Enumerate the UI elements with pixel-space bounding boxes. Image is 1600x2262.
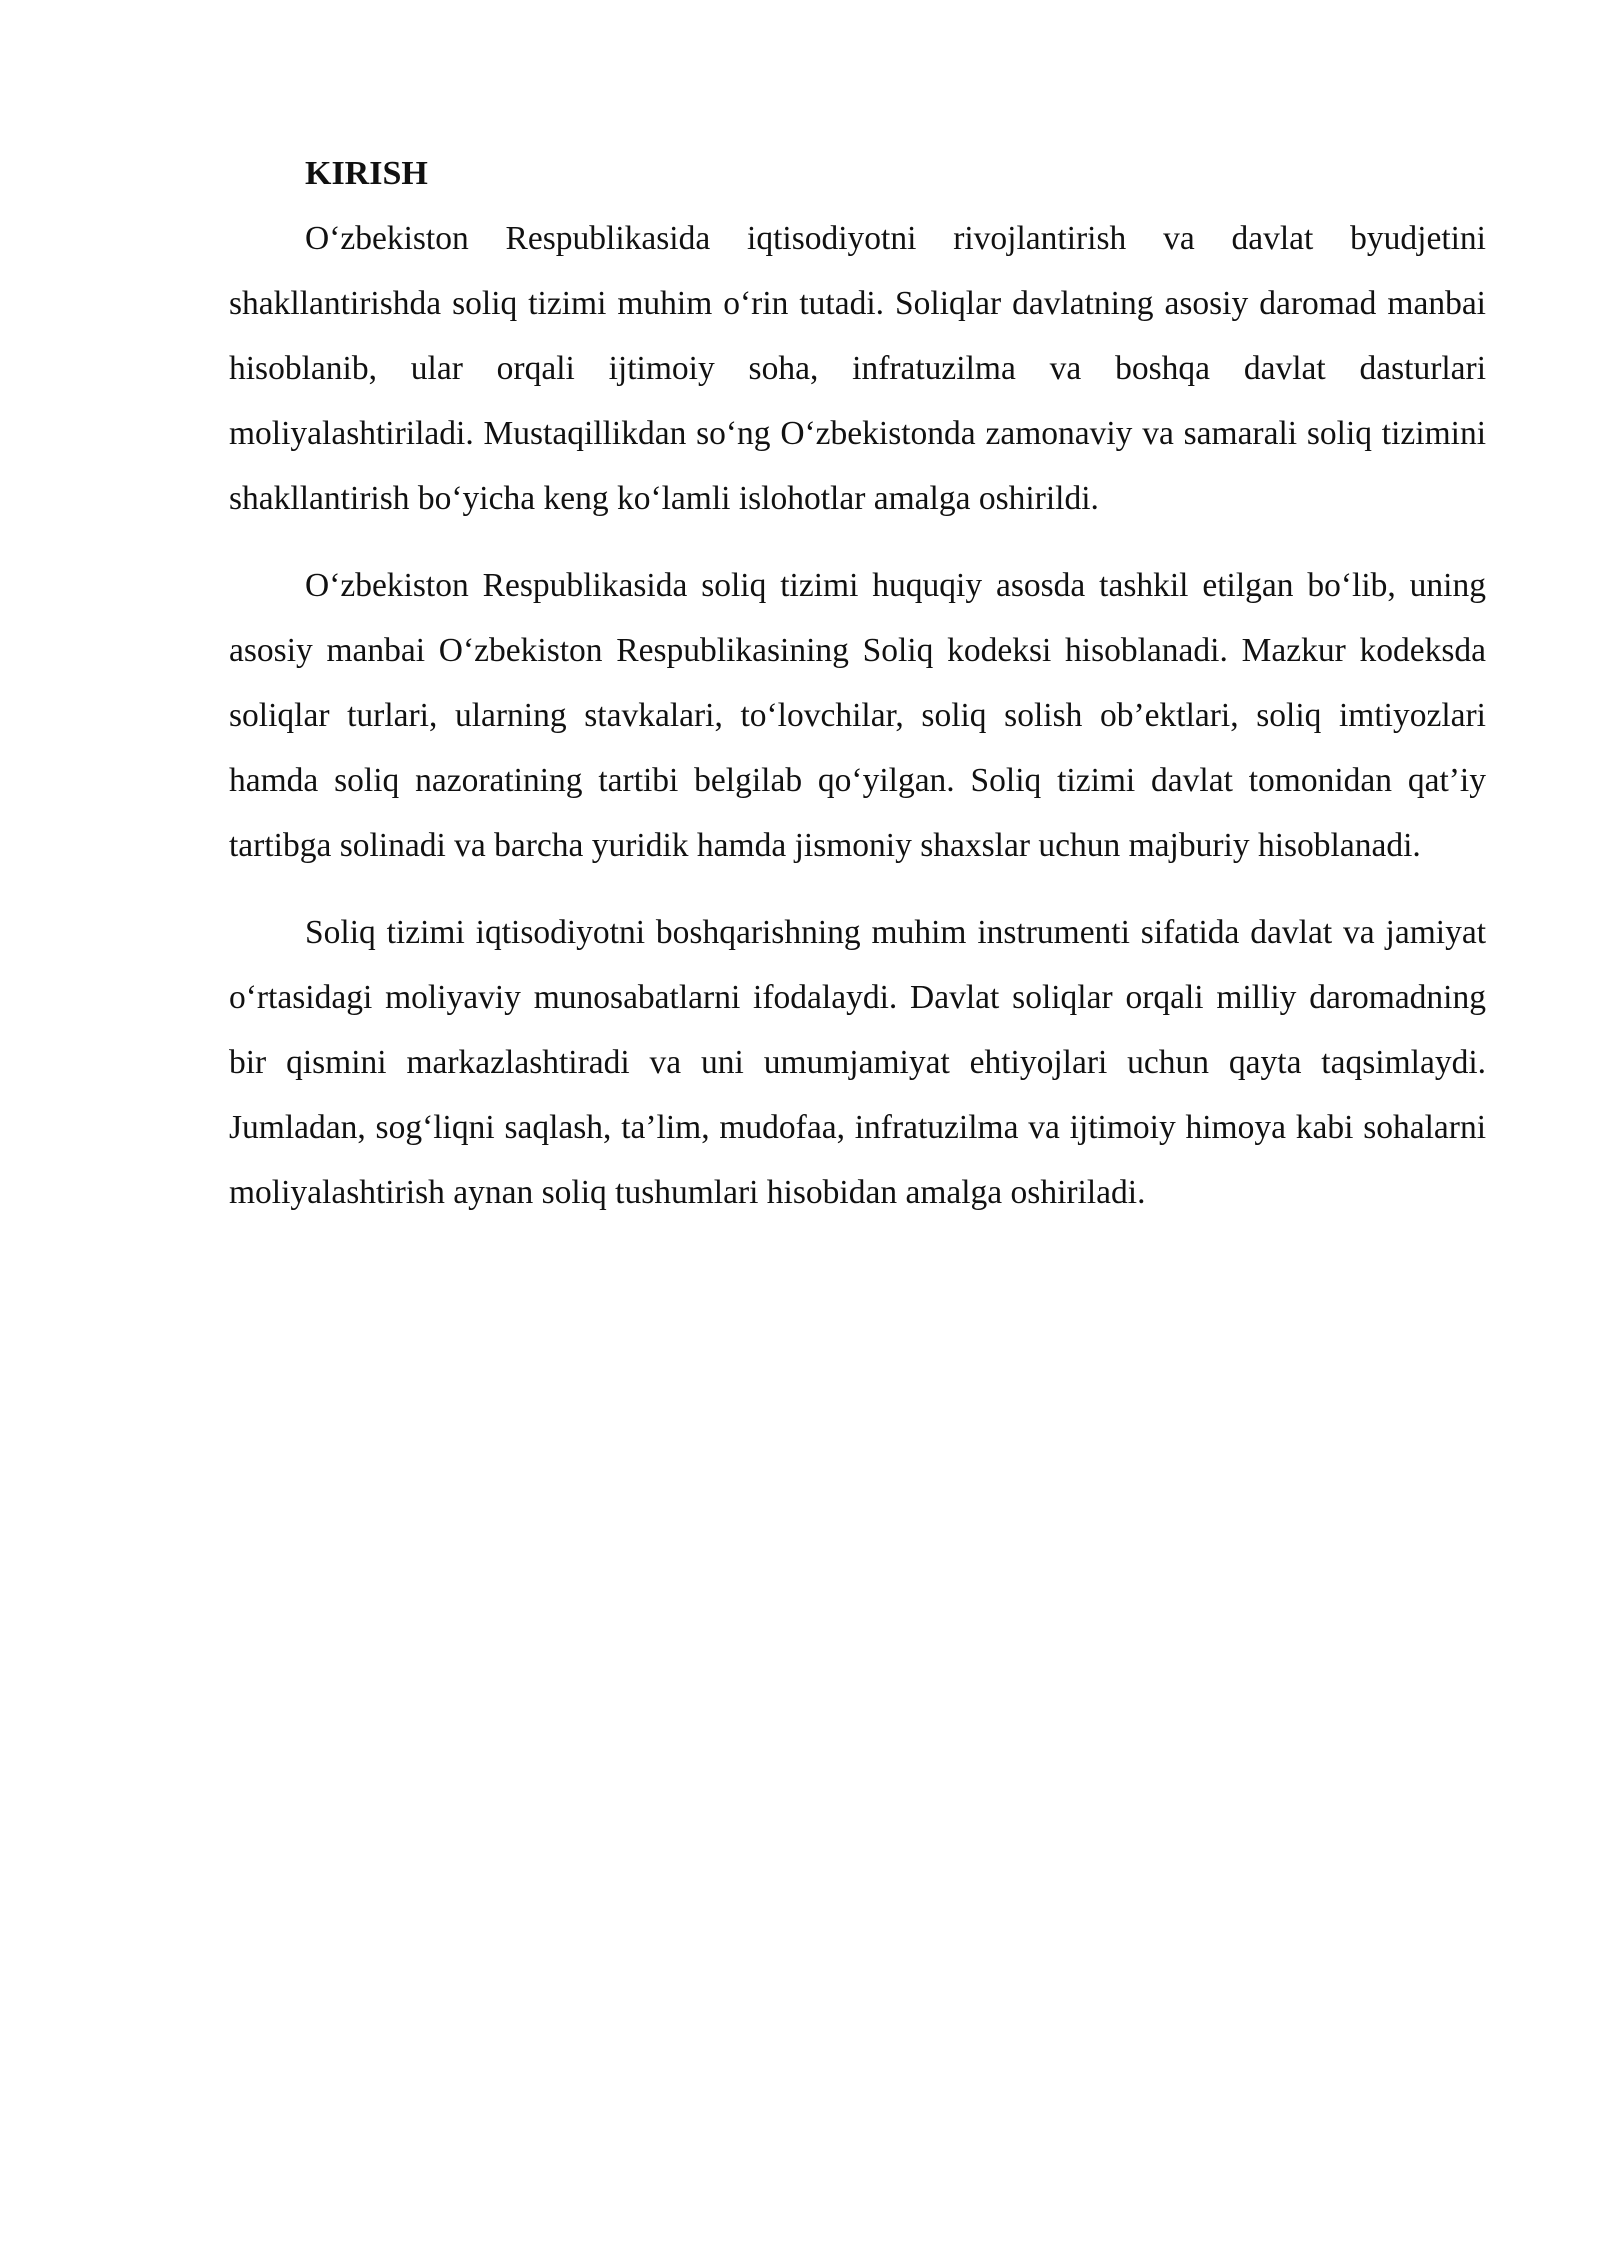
paragraph-2: O‘zbekiston Respublikasida soliq tizimi huquqiy asosda tashkil etilgan bo‘lib, uning asosiy manbai O‘zbekiston Respublikasining Soliq kodeksi hisoblanadi. Mazkur kodeksda soliqlar turlari, ularning stavkalari, to‘lovchilar, soliq solish ob’ektlari, soliq imtiyozlari hamda soliq nazoratining tartibi belgilab qo‘yilgan. Soliq tizimi davlat tomonidan qat’iy tartibga solinadi va barcha yuridik hamda jismoniy shaxslar uchun majburiy hisoblanadi.	[229, 567, 1486, 864]
paragraph-1: O‘zbekiston Respublikasida iqtisodiyotni rivojlantirish va davlat byudjetini shakllantirishda soliq tizimi muhim o‘rin tutadi. Soliqlar davlatning asosiy daromad manbai hisoblanib, ular orqali ijtimoiy soha, infratuzilma va boshqa davlat dasturlari moliyalashtiriladi. Mustaqillikdan so‘ng O‘zbekistonda zamonaviy va samarali soliq tizimini shakllantirish bo‘yicha keng ko‘lamli islohotlar amalga oshirildi.	[229, 220, 1486, 517]
page-content	[229, 150, 1486, 1247]
paragraph-3: Soliq tizimi iqtisodiyotni boshqarishning muhim instrumenti sifatida davlat va jamiyat o‘rtasidagi moliyaviy munosabatlarni ifodalaydi. Davlat soliqlar orqali milliy daromadning bir qismini markazlashtiradi va uni umumjamiyat ehtiyojlari uchun qayta taqsimlaydi. Jumladan, sog‘liqni saqlash, ta’lim, mudofaa, infratuzilma va ijtimoiy himoya kabi sohalarni moliyalashtirish aynan soliq tushumlari hisobidan amalga oshiriladi.	[229, 914, 1486, 1211]
section-heading: KIRISH	[305, 155, 428, 192]
